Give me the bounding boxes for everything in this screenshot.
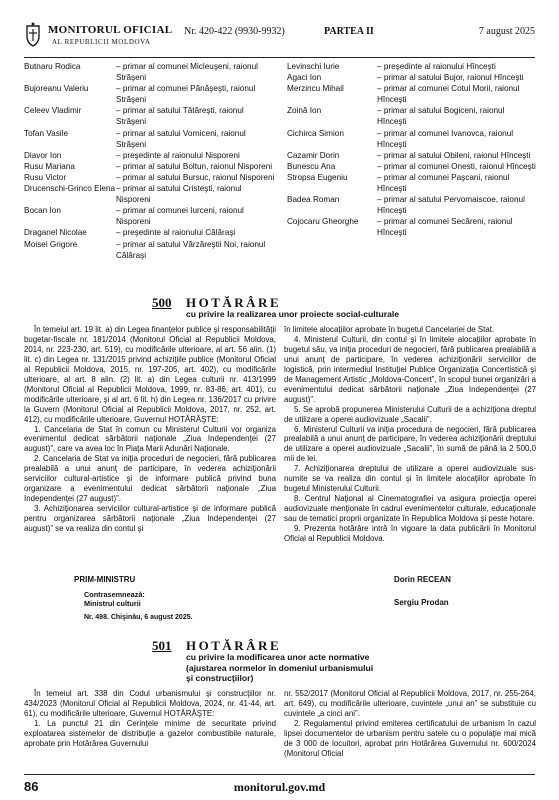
appointment-entry [287,72,536,83]
header-rule [24,57,535,58]
appointment-entry [24,227,276,238]
official-role: – primar al satului Bujor, raionul Hînceşti [377,73,524,83]
paragraph: 3. Achiziţionarea serviciilor cultural-artistice şi de informare publică pentru organizarea sărbătorii naţionale „Ziua Independenţei (27 august)” se va realiza din contul şi [24,504,276,534]
official-name: Levinschi Iurie [287,62,340,71]
official-role: – primar al satului Pervomaiscoe, raionul Hînceşti [377,195,525,216]
official-name: Rusu Victor [24,172,67,182]
paragraph: În temeiul art. 338 din Codul urbanismului şi construcţiilor nr. 434/2023 (Monitorul Oficial al Republicii Moldova, 2024, nr. 41-44, art. 61), cu modificările ulterioare, Guvernul HOTĂRĂŞTE: [24,689,276,718]
official-name: Bunescu Ana [287,161,336,171]
paragraph: 6. Ministerul Culturii va iniţia procedura de negocieri, fără publicarea prealabilă a unui anunţ de participare, în vederea achiziţionării dreptului de utilizare a operei audiovizuale „Sacalii”, în sumă de până la 2 500,0 mii de lei. [284,424,536,464]
appointment-entry [287,83,536,105]
appointment-entry [24,150,276,161]
official-role: – primar al comunei Ivanovca, raionul Hînceşti [377,128,514,149]
official-name: Stropsa Eugeniu [287,172,348,182]
countersign-role: Ministrul culturii [84,599,141,608]
appointment-entry [24,205,276,227]
site-url: monitorul.gov.md [233,780,326,794]
official-role: – primar al satului Bursuc, raionul Nisporeni [116,172,275,182]
decree-501-column-left [24,689,276,749]
official-role: – primar al satului Vorniceni, raionul Străşeni [116,128,246,149]
appointment-entry [287,128,536,150]
masthead-title: MONITORUL OFICIAL [48,24,173,36]
official-name: Rusu Mariana [24,161,75,171]
appointment-entry [24,172,276,183]
official-role: – primar al satului Boltun, raionul Nisporeni [116,161,273,171]
decree-501-subtitle-line: cu privire la modificarea unor acte normative [186,652,370,662]
appointment-entry [287,172,536,194]
decree-500-column-right [284,325,536,544]
decree-500-column-left [24,325,276,534]
official-role: – primar al comunei Secăreni, raionul Hînceşti [377,217,513,238]
official-role: – preşedinte al raionului Nisporeni [116,150,240,160]
official-name: Butnaru Rodica [24,62,81,71]
coat-of-arms-icon [24,22,42,48]
official-role: – primar al comunei Cotul Morii, raionul Hînceşti [377,84,520,105]
issue-number: Nr. 420-422 (9930-9932) [184,26,285,37]
decree-501-subtitle-line: (ajustarea normelor în domeniul urbanismului [186,662,374,673]
paragraph: 9. Prezenta hotărâre intră în vigoare la data publicării în Monitorul Oficial al Republicii Moldova. [284,524,536,544]
appointment-entry [287,61,536,72]
decree-501-subtitle [186,652,373,684]
appointment-list-right [287,61,536,239]
official-name: Agaci Ion [287,73,322,83]
appointment-entry [287,216,536,238]
page-number: 86 [24,779,39,794]
paragraph: 5. Se aprobă propunerea Ministerului Culturii de a achiziţiona dreptul de utilizare a operei audiovizuale „Sacalii”. [284,404,536,424]
appointment-entry [24,61,276,83]
paragraph: 4. Ministerul Culturii, din contul şi în limitele alocaţiilor aprobate în bugetul său, va iniţia proceduri de negocieri, fără publicarea prealabilă a unui anunţ de participare, în vederea achiziţionării serviciilor de logistică, prin intermediul Instituţiei Publice Organizaţia Concertistică şi de Management Artistic „Moldova-Concert”, în scopul bunei organizări a evenimentului dedicat sărbătorii naţionale „Ziua Independenţei (27 august)”. [284,334,536,404]
decree-500-subtitle: cu privire la realizarea unor proiecte social-culturale [186,309,400,319]
decree-500-number: 500 [152,295,172,310]
official-role: – primar al satului Obileni, raionul Hînceşti [377,150,531,160]
paragraph: 8. Centrul Naţional al Cinematografiei va asigura proiecţia operei audiovizuale menţionate în cadrul evenimentelor culturale, educaţionale sau de tematici proprii organizate în Republica Moldova şi peste hotare. [284,494,536,524]
appointment-entry [24,161,276,172]
decree-501-number: 501 [152,638,172,653]
official-name: Bujoreanu Valeriu [24,84,89,94]
official-name: Badea Roman [287,195,340,205]
official-role: – primar al comunei Paşcani, raionul Hînceşti [377,172,510,194]
appointment-list-left [24,61,276,261]
official-name: Celeev Vladimir [24,106,82,116]
appointment-entry [24,183,276,205]
official-name: Cojocaru Gheorghe [287,217,359,227]
decree-500-nr: Nr. 498. Chişinău, 6 august 2025. [84,614,193,621]
appointment-entry [287,150,536,161]
issue-date: 7 august 2025 [478,26,535,37]
official-name: Moisei Grigore [24,239,78,249]
masthead-subtitle: AL REPUBLICII MOLDOVA [52,38,151,46]
official-name: Merzincu Mihail [287,84,344,94]
part-label: PARTEA II [324,26,374,37]
official-name: Draganel Nicolae [24,228,87,238]
official-name: Cazamir Dorin [287,150,340,160]
official-role: – primar al satului Bogiceni, raionul Hînceşti [377,106,505,127]
decree-501-title: HOTĂRÂRE [186,638,282,653]
decree-501-column-right [284,689,536,759]
prime-minister-name: Dorin RECEAN [394,575,451,584]
paragraph: nr. 552/2017 (Monitorul Oficial al Republicii Moldova, 2017, nr. 255-264, art. 649), cu modificările ulterioare, cuvintele „unui an” se substituie cu cuvintele „a cinci ani”. [284,689,536,718]
appointment-entry [287,105,536,127]
official-role: – primar al satului Vărzăreştii Noi, raionul Călăraşi [116,239,266,260]
official-role: – primar al comunei Onesti, raionul Hînceşti [377,161,536,171]
footer-rule [24,774,535,775]
appointment-entry [24,83,276,105]
paragraph: 1. Cancelaria de Stat în comun cu Ministerul Culturii vor organiza evenimentul dedicat sărbătorii naţionale „Ziua Independenţei (27 august)”, care va avea loc în Piaţa Marii Adunări Naţionale. [24,424,276,454]
page-header [24,22,535,54]
official-role: – primar al satului Cristeşti, raionul Nisporeni [116,184,242,205]
paragraph: 7. Achiziţionarea dreptului de utilizare a operei audiovizuale sus-numite se va realiza din contul şi în limitele alocaţiilor aprobate în bugetul Ministerului Culturii. [284,464,536,494]
paragraph: 2. Cancelaria de Stat va iniţia proceduri de negocieri, fără publicarea prealabilă a unui anunţ de participare, în vederea achiziţionării serviciilor cultural-artistice şi de informare publică privind buna organizare a evenimentului dedicat sărbătorii naţionale „Ziua Independenţei (27 august)”. [24,454,276,504]
official-name: Tofan Vasile [24,128,68,138]
appointment-entry [24,128,276,150]
decree-501-subtitle-line: şi construcţiilor) [186,673,254,683]
official-role: – primar al satului Tătăreşti, raionul Străşeni [116,106,244,127]
decree-500-title: HOTĂRÂRE [186,295,282,310]
official-name: Bocan Ion [24,206,61,216]
appointment-entry [24,239,276,261]
official-name: Cichirca Simion [287,128,344,138]
official-name: Diavor Ion [24,150,62,160]
appointment-entry [24,105,276,127]
paragraph: 1. La punctul 21 din Cerinţele minime de securitate privind exploatarea sistemelor de distribuţie a gazelor combustibile naturale, aprobate prin Hotărârea Guvernului [24,718,276,748]
appointment-entry [287,161,536,172]
paragraph: 2. Regulamentul privind emiterea certificatului de urbanism în cazul lipsei documentelor de urbanism pentru satele cu o populaţie mai mică de 3 000 de locuitori, aprobat prin Hotărârea Guvernului nr. 600/2024 (Monitorul Oficial [284,718,536,758]
countersign-label: Contrasemnează: [84,590,145,599]
paragraph: în limitele alocaţiilor aprobate în bugetul Cancelariei de Stat. [284,325,495,334]
official-name: Drucenschi-Grinco Elena [24,184,116,194]
official-name: Zoină Ion [287,106,322,116]
appointment-entry [287,194,536,216]
official-role: – primar al comunei Micleuşeni, raionul Străşeni [116,62,258,83]
official-role: – preşedinte al raionului Hînceşti [377,62,496,71]
prime-minister-label: PRIM-MINISTRU [74,575,136,584]
minister-name: Sergiu Prodan [394,598,449,607]
official-role: – primar al comunei Iurceni, raionul Nisporeni [116,206,244,227]
official-role: – preşedinte al raionului Călăraşi [116,228,236,238]
paragraph: În temeiul art. 19 lit. a) din Legea finanţelor publice şi responsabilităţii bugetar-fiscale nr. 181/2014 (Monitorul Oficial al Republicii Moldova, 2014, nr. 223-230, art. 519), cu modificările ulterioare, al art. 56 alin. (1) lit. c) din Legea nr. 131/2015 privind achiziţiile publice (Monitorul Oficial al Republicii Moldova, 2015, nr. 197-205, art. 402), cu modificările ulterioare, al art. 8 alin. (2) lit. a) din Legea culturii nr. 413/1999 (Monitorul Oficial al Republicii Moldova, 1999, nr. 83-86, art. 401), cu modificările ulterioare, şi al art. 6 lit. h) din Legea nr. 136/2017 cu privire la Guvern (Monitorul Oficial al Republicii Moldova, 2017, nr. 252, art. 412), cu modificările ulterioare, Guvernul HOTĂRĂŞTE: [24,325,276,424]
official-role: – primar al comunei Pănăşeşti, raionul Străşeni [116,84,256,105]
